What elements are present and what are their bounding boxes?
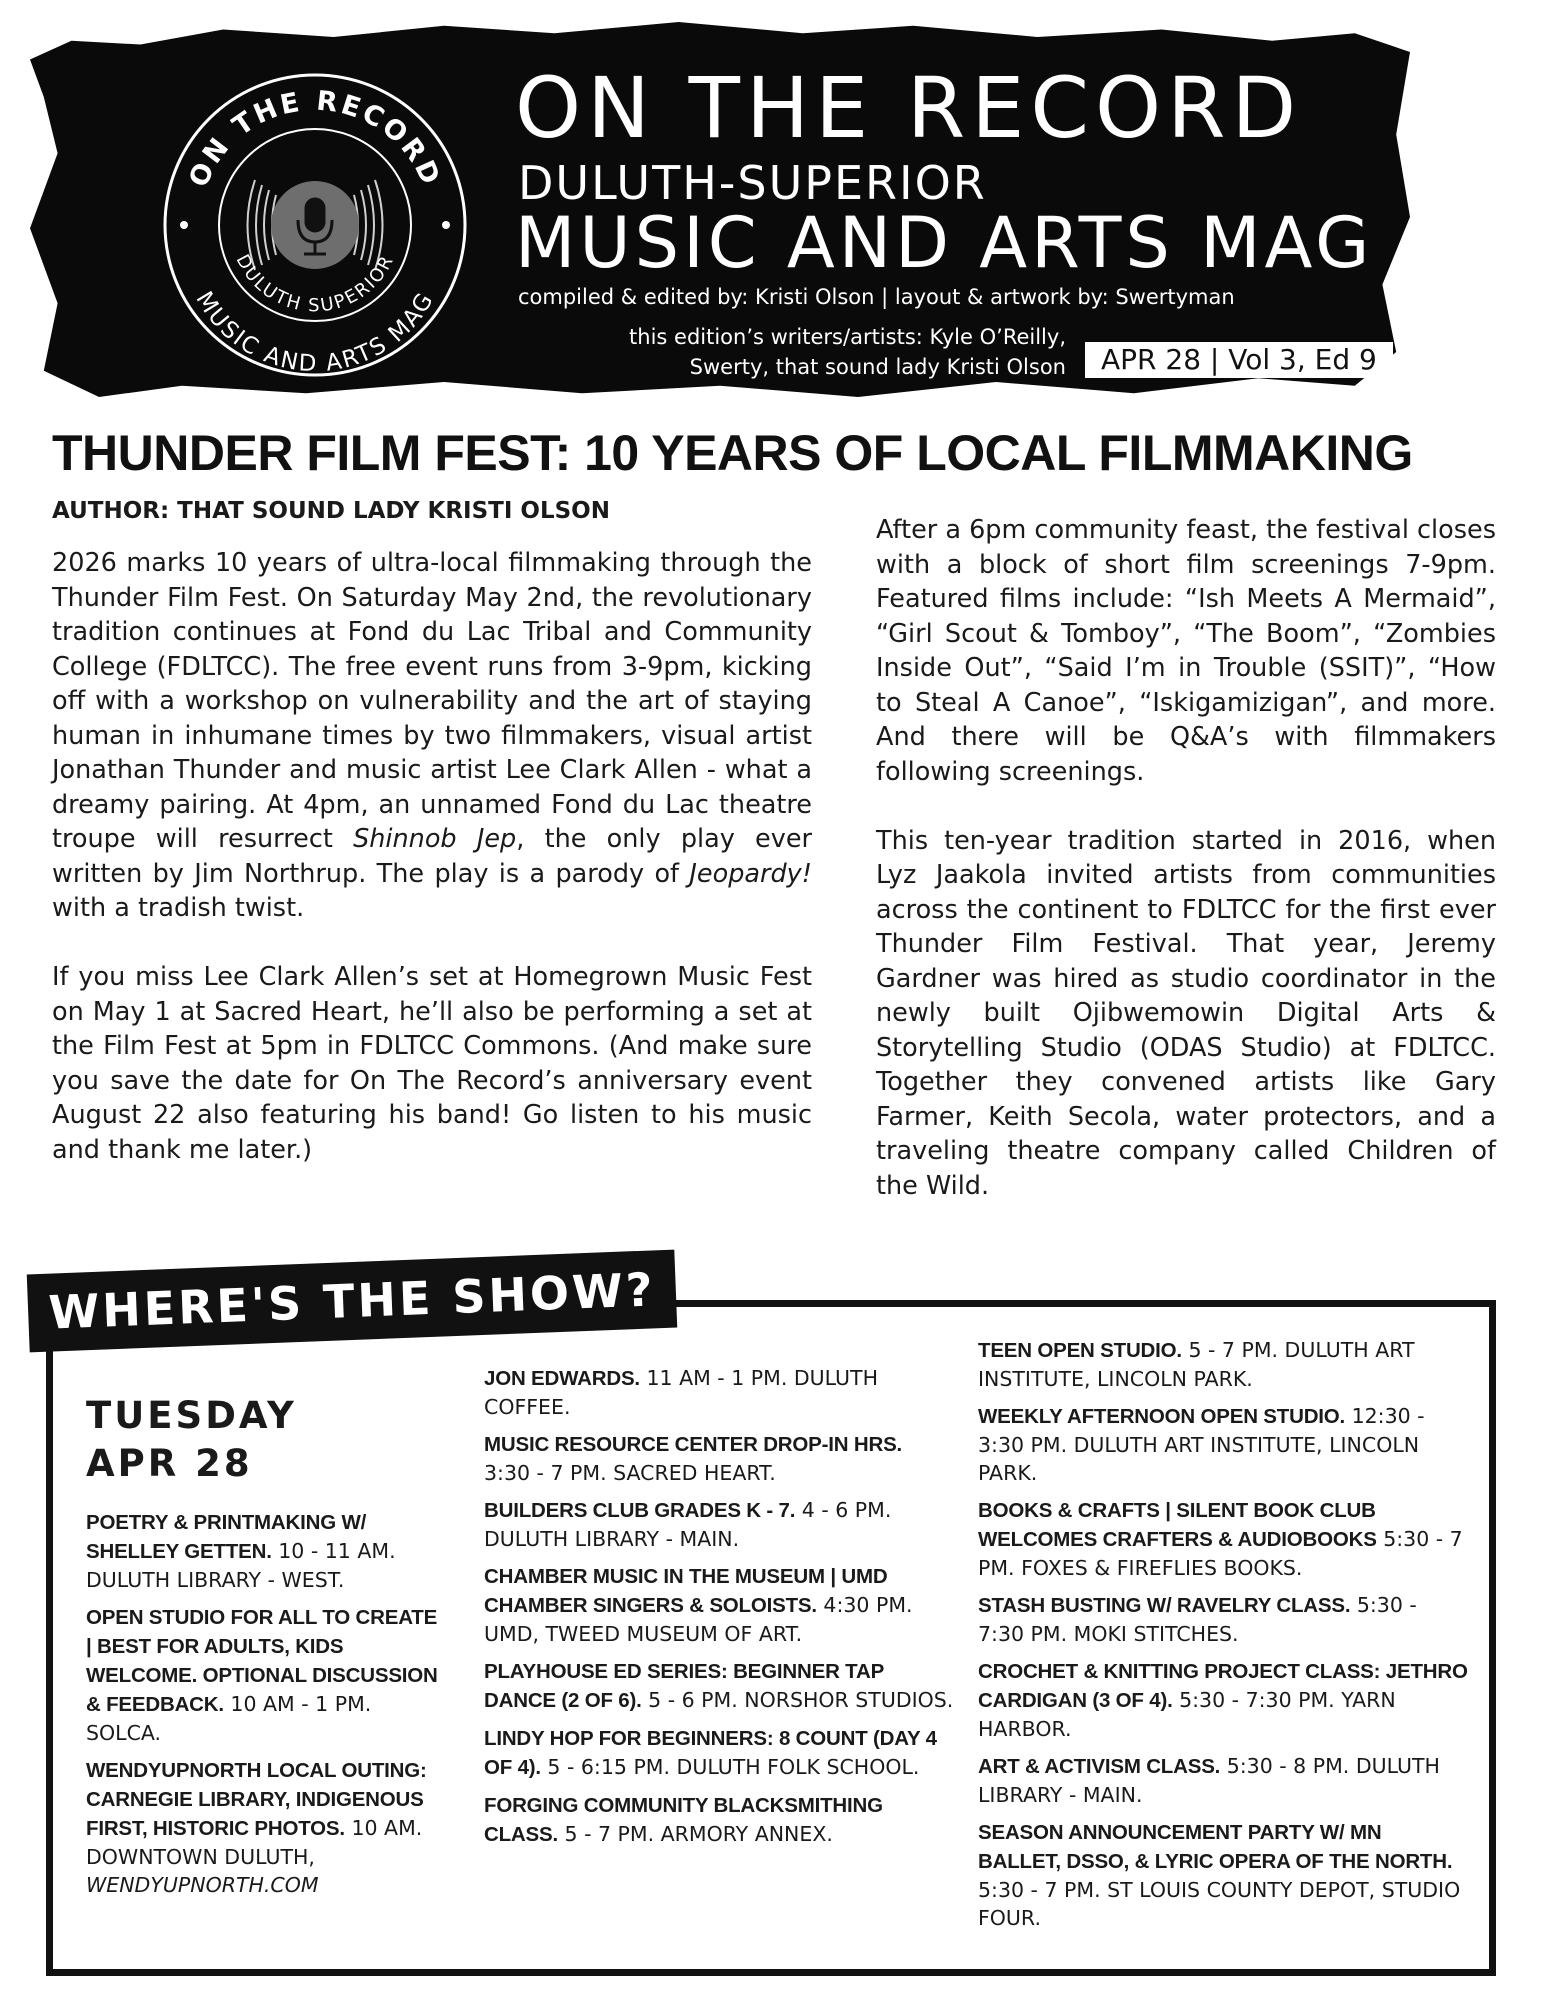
logo-arc-top: ON THE RECORD xyxy=(183,85,447,192)
events-column-2 xyxy=(484,1364,954,1858)
event-website-link[interactable]: WENDYUPNORTH.COM xyxy=(86,1873,319,1897)
masthead-title: ON THE RECORD xyxy=(515,59,1303,157)
event-details: 5:30 - 8 PM. DULUTH LIBRARY - MAIN. xyxy=(978,1754,1440,1807)
event-name: CHAMBER MUSIC IN THE MUSEUM | UMD CHAMBER SINGERS & SOLOISTS. xyxy=(484,1565,888,1617)
event-item xyxy=(484,1562,954,1648)
event-item xyxy=(484,1657,954,1715)
event-name: BOOKS & CRAFTS | SILENT BOOK CLUB WELCOMES CRAFTERS & AUDIOBOOKS xyxy=(978,1499,1377,1551)
shows-banner: WHERE'S THE SHOW? xyxy=(27,1250,678,1353)
event-details: 5:30 - 7:30 PM. MOKI STITCHES. xyxy=(978,1593,1417,1646)
masthead-writers xyxy=(546,322,1066,382)
logo-arc-bottom: MUSIC AND ARTS MAG xyxy=(190,287,440,378)
event-name: CROCHET & KNITTING PROJECT CLASS: JETHRO CARDIGAN (3 OF 4). xyxy=(978,1660,1468,1712)
article-paragraph-4: This ten-year tradition started in 2016, when Lyz Jaakola invited artists from communities across the continent to FDLTCC for the first ever Thunder Film Festival. That year, Jeremy Gardner was hired as studio coordinator in the newly built Ojibwemowin Digital Arts & Storytelling Studio (ODAS Studio) at FDLTCC. Together they convened artists like Gary Farmer, Keith Secola, water protectors, and a traveling theatre company called Children of the Wild. xyxy=(876,825,1496,1201)
article-byline: AUTHOR: THAT SOUND LADY KRISTI OLSON xyxy=(52,498,610,524)
article-paragraph-2: If you miss Lee Clark Allen’s set at Homegrown Music Fest on May 1 at Sacred Heart, he’ll also be performing a set at the Film Fest at 5pm in FDLTCC Commons. (And make sure you save the date for On The Record’s anniversary event August 22 also featuring his band! Go listen to his music and thank me later.) xyxy=(52,962,812,1165)
event-name: STASH BUSTING W/ RAVELRY CLASS. xyxy=(978,1594,1351,1617)
event-name: OPEN STUDIO FOR ALL TO CREATE | BEST FOR ADULTS, KIDS WELCOME. OPTIONAL DISCUSSION & FEEDBACK. xyxy=(86,1606,438,1716)
event-details: 5 - 7 PM. DULUTH ART INSTITUTE, LINCOLN PARK. xyxy=(978,1338,1415,1391)
event-name: BUILDERS CLUB GRADES K - 7. xyxy=(484,1499,796,1522)
event-item xyxy=(484,1724,954,1782)
event-details: 4:30 PM. UMD, TWEED MUSEUM OF ART. xyxy=(484,1593,913,1646)
event-day-heading xyxy=(86,1392,297,1488)
event-name: WEEKLY AFTERNOON OPEN STUDIO. xyxy=(978,1405,1346,1428)
article-headline: THUNDER FILM FEST: 10 YEARS OF LOCAL FILMMAKING xyxy=(52,425,1413,481)
masthead-credits: compiled & edited by: Kristi Olson | layout & artwork by: Swertyman xyxy=(518,285,1235,309)
event-details: 3:30 - 7 PM. SACRED HEART. xyxy=(484,1461,776,1485)
masthead-subtitle-region: DULUTH-SUPERIOR xyxy=(518,156,987,210)
event-details: 5 - 6 PM. NORSHOR STUDIOS. xyxy=(648,1688,954,1712)
event-name: SEASON ANNOUNCEMENT PARTY W/ MN BALLET, DSSO, & LYRIC OPERA OF THE NORTH. xyxy=(978,1821,1453,1873)
show-title: Jeopardy! xyxy=(689,858,812,889)
day-date: APR 28 xyxy=(86,1442,253,1485)
event-details: 10 - 11 AM. DULUTH LIBRARY - WEST. xyxy=(86,1539,396,1592)
event-name: JON EDWARDS. xyxy=(484,1367,640,1390)
event-name: WENDYUPNORTH LOCAL OUTING: CARNEGIE LIBRARY, INDIGENOUS FIRST, HISTORIC PHOTOS. xyxy=(86,1759,427,1840)
event-item xyxy=(978,1818,1468,1932)
event-item xyxy=(978,1402,1468,1487)
event-item xyxy=(978,1336,1468,1393)
event-details: 5:30 - 7 PM. ST LOUIS COUNTY DEPOT, STUDIO FOUR. xyxy=(978,1878,1461,1930)
event-details: 5:30 - 7:30 PM. YARN HARBOR. xyxy=(978,1688,1396,1741)
event-item xyxy=(978,1591,1468,1648)
magazine-logo xyxy=(160,70,470,380)
writers-line-1: this edition’s writers/artists: Kyle O’Reilly, xyxy=(629,325,1066,349)
event-item xyxy=(484,1496,954,1553)
event-item xyxy=(86,1603,446,1747)
event-details: 4 - 6 PM. DULUTH LIBRARY - MAIN. xyxy=(484,1498,892,1551)
events-column-1 xyxy=(86,1508,446,1908)
event-item xyxy=(484,1364,954,1421)
logo-dot-left xyxy=(180,221,188,229)
event-name: POETRY & PRINTMAKING W/ SHELLEY GETTEN. xyxy=(86,1511,367,1563)
article-column-left xyxy=(52,546,812,1167)
event-name: TEEN OPEN STUDIO. xyxy=(978,1339,1182,1362)
article-column-right xyxy=(876,513,1496,1203)
play-title: Shinnob Jep xyxy=(353,824,517,854)
event-details: 5:30 - 7 PM. FOXES & FIREFLIES BOOKS. xyxy=(978,1527,1463,1580)
event-item xyxy=(978,1657,1468,1743)
event-name: FORGING COMMUNITY BLACKSMITHING CLASS. xyxy=(484,1794,883,1846)
logo-dot-right xyxy=(442,221,450,229)
event-item xyxy=(978,1752,1468,1809)
writers-line-2: Swerty, that sound lady Kristi Olson xyxy=(689,355,1066,379)
event-name: ART & ACTIVISM CLASS. xyxy=(978,1755,1221,1778)
article-paragraph-1: 2026 marks 10 years of ultra-local filmmaking through the Thunder Film Fest. On Saturday May 2nd, the revolutionary tradition continues at Fond du Lac Tribal and Community College (FDLTCC). The free event runs from 3-9pm, kicking off with a workshop on vulnerability and the art of staying human in inhumane times by two filmmakers, visual artist Jonathan Thunder and music artist Lee Clark Allen - what a dreamy pairing. At 4pm, an unnamed Fond du Lac theatre troupe will resurrect Shinnob Jep, the only play ever written by Jim Northrup. The play is a parody of Jeopardy! with a tradish twist. xyxy=(52,548,812,923)
event-name: PLAYHOUSE ED SERIES: BEGINNER TAP DANCE (2 OF 6). xyxy=(484,1660,884,1712)
event-details: 5 - 7 PM. ARMORY ANNEX. xyxy=(564,1822,833,1846)
event-name: LINDY HOP FOR BEGINNERS: 8 COUNT (DAY 4 OF 4). xyxy=(484,1727,937,1779)
masthead-subtitle-mag: MUSIC AND ARTS MAG xyxy=(515,202,1374,284)
event-item xyxy=(484,1791,954,1849)
article-paragraph-3: After a 6pm community feast, the festival closes with a block of short film screenings 7-9pm. Featured films include: “Ish Meets A Mermaid”, “Girl Scout & Tomboy”, “The Boom”, “Zombies Inside Out”, “Said I’m in Trouble (SSIT)”, “How to Steal A Canoe”, “Iskigamizigan”, and more. And there will be Q&A’s with filmmakers following screenings. xyxy=(876,515,1496,787)
event-item xyxy=(484,1430,954,1487)
event-details: 5 - 6:15 PM. DULUTH FOLK SCHOOL. xyxy=(547,1755,920,1779)
edition-badge: APR 28 | Vol 3, Ed 9 xyxy=(1085,342,1393,378)
event-details: 12:30 - 3:30 PM. DULUTH ART INSTITUTE, LINCOLN PARK. xyxy=(978,1404,1425,1485)
events-column-3 xyxy=(978,1336,1468,1941)
logo-inner-arc: DULUTH SUPERIOR xyxy=(231,251,399,317)
day-weekday: TUESDAY xyxy=(86,1394,297,1437)
event-details: 11 AM - 1 PM. DULUTH COFFEE. xyxy=(484,1366,878,1419)
event-name: MUSIC RESOURCE CENTER DROP-IN HRS. xyxy=(484,1433,903,1456)
event-details: 10 AM. DOWNTOWN DULUTH, xyxy=(86,1816,423,1869)
event-item xyxy=(978,1496,1468,1582)
event-details: 10 AM - 1 PM. SOLCA. xyxy=(86,1692,372,1745)
event-item xyxy=(86,1756,446,1899)
event-item xyxy=(86,1508,446,1594)
